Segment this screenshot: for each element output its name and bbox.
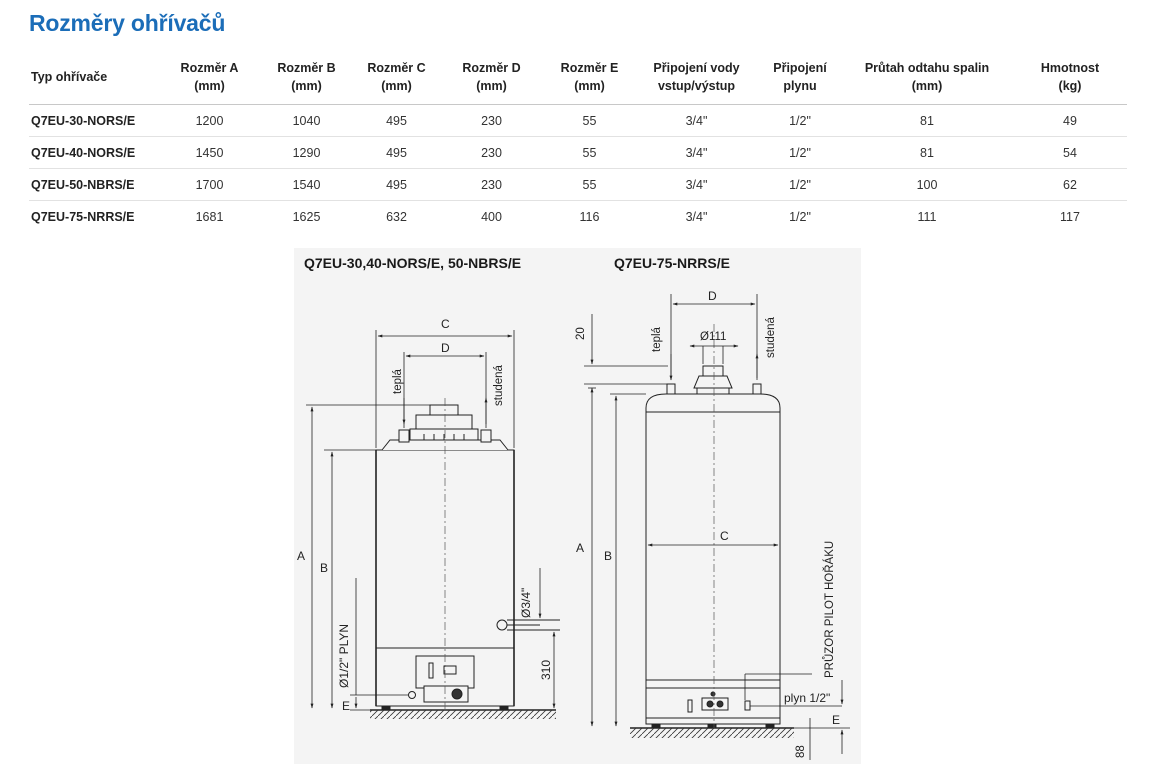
table-row	[29, 169, 1127, 201]
table-cell: 55	[545, 105, 634, 137]
table-cell: 81	[841, 105, 1013, 137]
left-label-e: E	[342, 699, 351, 713]
table-cell: 55	[545, 137, 634, 169]
right-label-c: C	[720, 529, 729, 543]
right-label-20: 20	[575, 327, 587, 340]
table-cell: 1/2"	[759, 169, 841, 201]
left-label-d: D	[441, 341, 450, 355]
table-cell: Q7EU-50-NBRS/E	[29, 169, 161, 201]
right-drawing-heading: Q7EU-75-NRRS/E	[614, 255, 730, 271]
table-cell: 1200	[161, 105, 258, 137]
table-cell: Q7EU-75-NRRS/E	[31, 209, 135, 224]
table-cell: 1290	[258, 137, 355, 169]
table-cell: Q7EU-40-NORS/E	[29, 137, 161, 169]
table-cell: 400	[481, 209, 502, 224]
table-cell: 1681	[195, 209, 224, 224]
table-header-row	[29, 55, 1127, 105]
right-label-flue: Ø111	[700, 331, 727, 343]
dimensions-table	[29, 55, 1127, 232]
table-cell: 230	[438, 137, 545, 169]
table-cell: 1540	[258, 169, 355, 201]
table-cell: 3/4"	[634, 105, 759, 137]
col-header-size-d: Rozměr D (mm)	[438, 55, 545, 105]
left-drawing-heading: Q7EU-30,40-NORS/E, 50-NBRS/E	[304, 255, 522, 271]
table-row	[29, 105, 1127, 137]
left-label-water: Ø3/4"	[519, 587, 533, 618]
right-label-88: 88	[795, 745, 807, 758]
col-header-type: Typ ohřívače	[29, 55, 161, 105]
right-heater-body	[646, 394, 780, 724]
left-label-b: B	[320, 561, 329, 575]
table-cell: 1/2"	[759, 137, 841, 169]
col-header-size-e: Rozměr E (mm)	[545, 55, 634, 105]
technical-drawing	[294, 248, 861, 764]
col-header-size-c: Rozměr C (mm)	[355, 55, 438, 105]
table-cell: Q7EU-30-NORS/E	[29, 105, 161, 137]
col-header-gas: Připojení plynu	[759, 55, 841, 105]
table-cell: 62	[1013, 169, 1127, 201]
right-label-e: E	[832, 713, 841, 727]
left-label-gas: Ø1/2" PLYN	[337, 623, 351, 688]
drawing-canvas	[294, 248, 861, 764]
table-cell: 111	[917, 209, 937, 224]
table-cell: 1040	[258, 105, 355, 137]
table-cell: 1450	[161, 137, 258, 169]
right-heater	[630, 366, 794, 738]
col-header-size-a: Rozměr A (mm)	[161, 55, 258, 105]
table-cell: 495	[355, 137, 438, 169]
table-cell: 55	[545, 169, 634, 201]
table-row	[29, 137, 1127, 169]
table-cell: 3/4"	[634, 137, 759, 169]
left-label-hot: teplá	[392, 369, 404, 394]
table-cell: 100	[841, 169, 1013, 201]
left-heater	[370, 405, 560, 719]
right-label-d: D	[708, 289, 717, 303]
table-cell: 230	[438, 169, 545, 201]
right-label-b: B	[604, 549, 613, 563]
table-cell: 1/2"	[789, 209, 811, 224]
table-cell: 81	[841, 137, 1013, 169]
table-cell: 632	[386, 209, 407, 224]
left-label-a: A	[297, 549, 306, 563]
table-cell: 3/4"	[685, 209, 708, 224]
table-cell: 116	[579, 209, 600, 224]
right-label-cold: studená	[765, 317, 777, 358]
table-cell: 1625	[292, 209, 321, 224]
right-label-a: A	[576, 541, 585, 555]
table-cell: 495	[355, 105, 438, 137]
table-cell: 495	[355, 169, 438, 201]
right-label-gas: plyn 1/2"	[784, 691, 831, 705]
page-title: Rozměry ohřívačů	[29, 10, 226, 36]
col-header-flue: Průtah odtahu spalin (mm)	[841, 55, 1013, 105]
table-cell: 3/4"	[634, 169, 759, 201]
col-header-size-b: Rozměr B (mm)	[258, 55, 355, 105]
table-cell: 230	[438, 105, 545, 137]
right-label-pilot: PRŮZOR PILOT HOŘÁKU	[824, 540, 836, 678]
table-cell: 54	[1013, 137, 1127, 169]
right-label-hot: teplá	[651, 327, 663, 352]
left-label-310: 310	[539, 659, 553, 680]
table-cell: 49	[1013, 105, 1127, 137]
table-row	[29, 201, 1127, 233]
table-cell: 1/2"	[759, 105, 841, 137]
col-header-weight: Hmotnost (kg)	[1013, 55, 1127, 105]
left-label-cold: studená	[493, 365, 505, 406]
left-label-c: C	[441, 317, 450, 331]
col-header-water: Připojení vody vstup/výstup	[634, 55, 759, 105]
table-cell: 117	[1060, 209, 1080, 224]
table-cell: 1700	[161, 169, 258, 201]
